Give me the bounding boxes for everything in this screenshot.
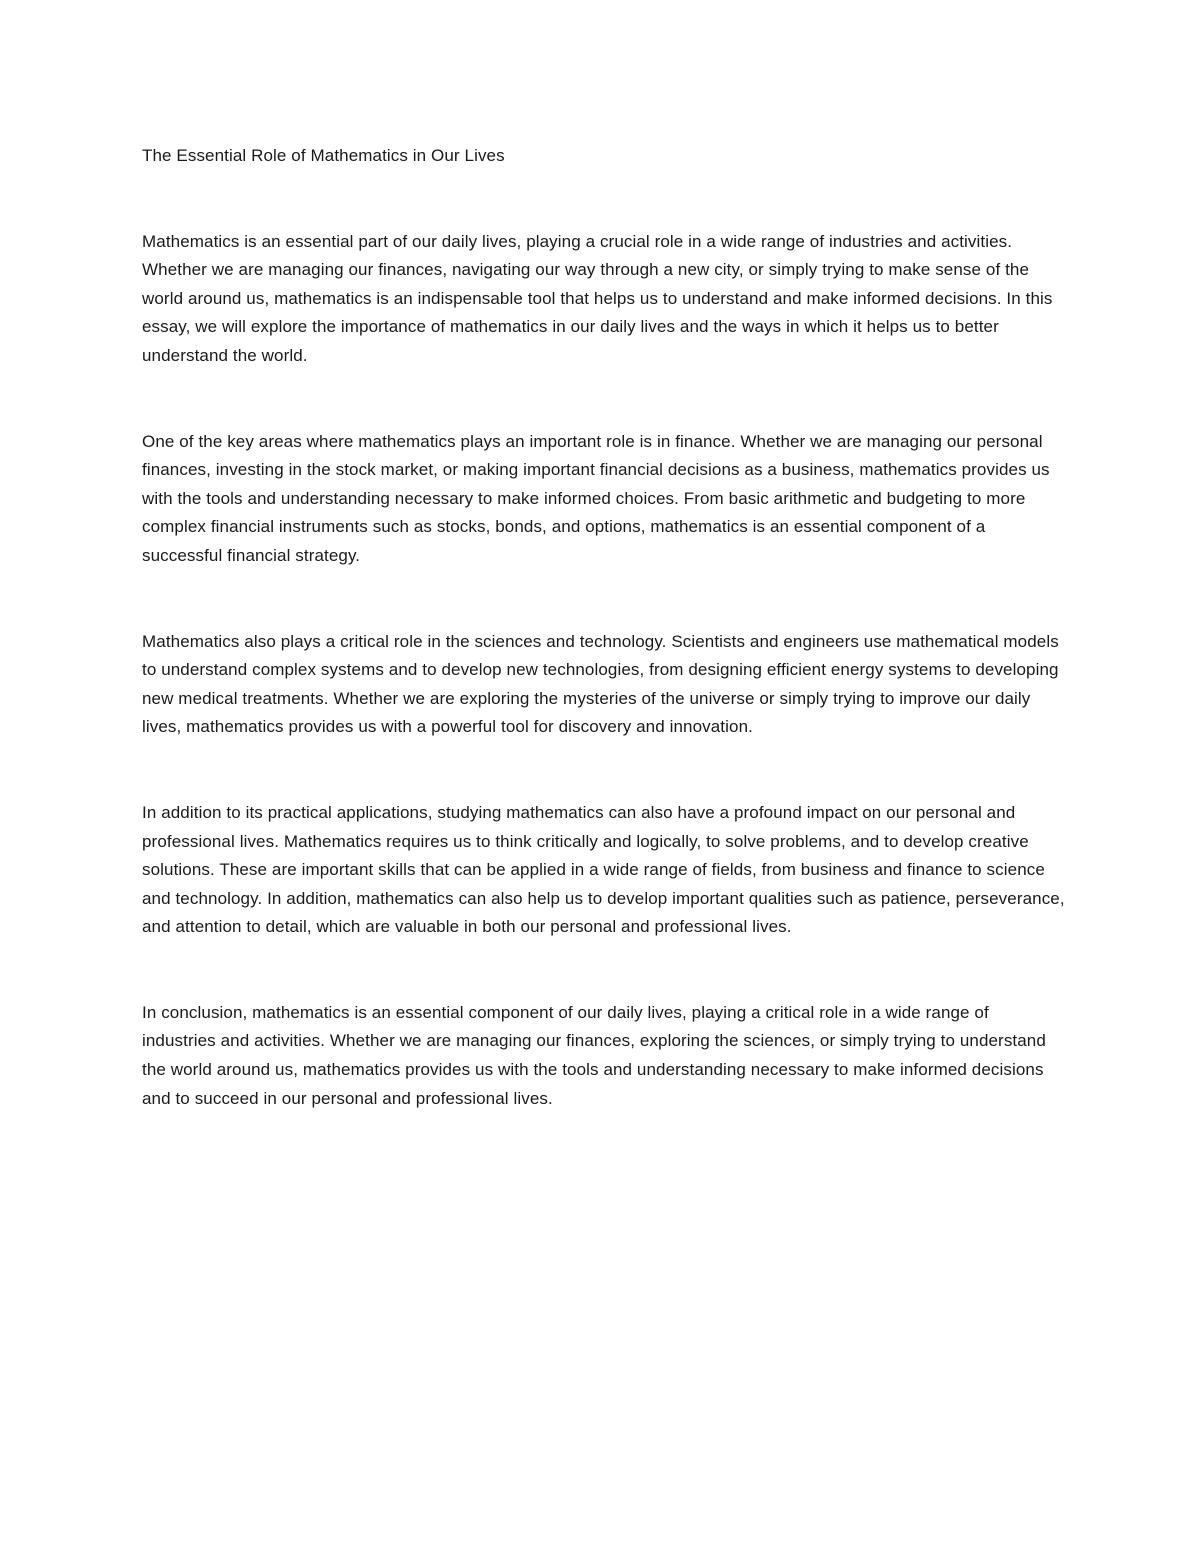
document-title: The Essential Role of Mathematics in Our Lives — [142, 146, 505, 165]
paragraph-finance: One of the key areas where mathematics plays an important role is in finance. Whether we are managing our personal finances, investing in the stock market, or making important financial decisions as a business, mathematics provides us with the tools and understanding necessary to make informed choices. From basic arithmetic and budgeting to more complex financial instruments such as stocks, bonds, and options, mathematics is an essential component of a successful financial strategy. — [142, 431, 1050, 565]
paragraph-sciences: Mathematics also plays a critical role in the sciences and technology. Scientists and engineers use mathematical models to understand complex systems and to develop new technologies, from designing efficient energy systems to developing new medical treatments. Whether we are exploring the mysteries of the universe or simply trying to improve our daily lives, mathematics provides us with a powerful tool for discovery and innovation. — [142, 631, 1059, 737]
paragraph-skills: In addition to its practical applications, studying mathematics can also have a profound impact on our personal and professional lives. Mathematics requires us to think critically and logically, to solve problems, and to develop creative solutions. These are important skills that can be applied in a wide range of fields, from business and finance to science and technology. In addition, mathematics can also help us to develop important qualities such as patience, perseverance, and attention to detail, which are valuable in both our personal and professional lives. — [142, 802, 1065, 937]
document-body — [142, 142, 1067, 1170]
paragraph-intro: Mathematics is an essential part of our daily lives, playing a crucial role in a wide range of industries and activities. Whether we are managing our finances, navigating our way through a new city, or simply trying to make sense of the world around us, mathematics is an indispensable tool that helps us to understand and make informed decisions. In this essay, we will explore the importance of mathematics in our daily lives and the ways in which it helps us to better understand the world. — [142, 231, 1053, 365]
paragraph-conclusion: In conclusion, mathematics is an essential component of our daily lives, playing a critical role in a wide range of industries and activities. Whether we are managing our finances, exploring the sciences, or simply trying to understand the world around us, mathematics provides us with the tools and understanding necessary to make informed decisions and to succeed in our personal and professional lives. — [142, 1002, 1046, 1108]
